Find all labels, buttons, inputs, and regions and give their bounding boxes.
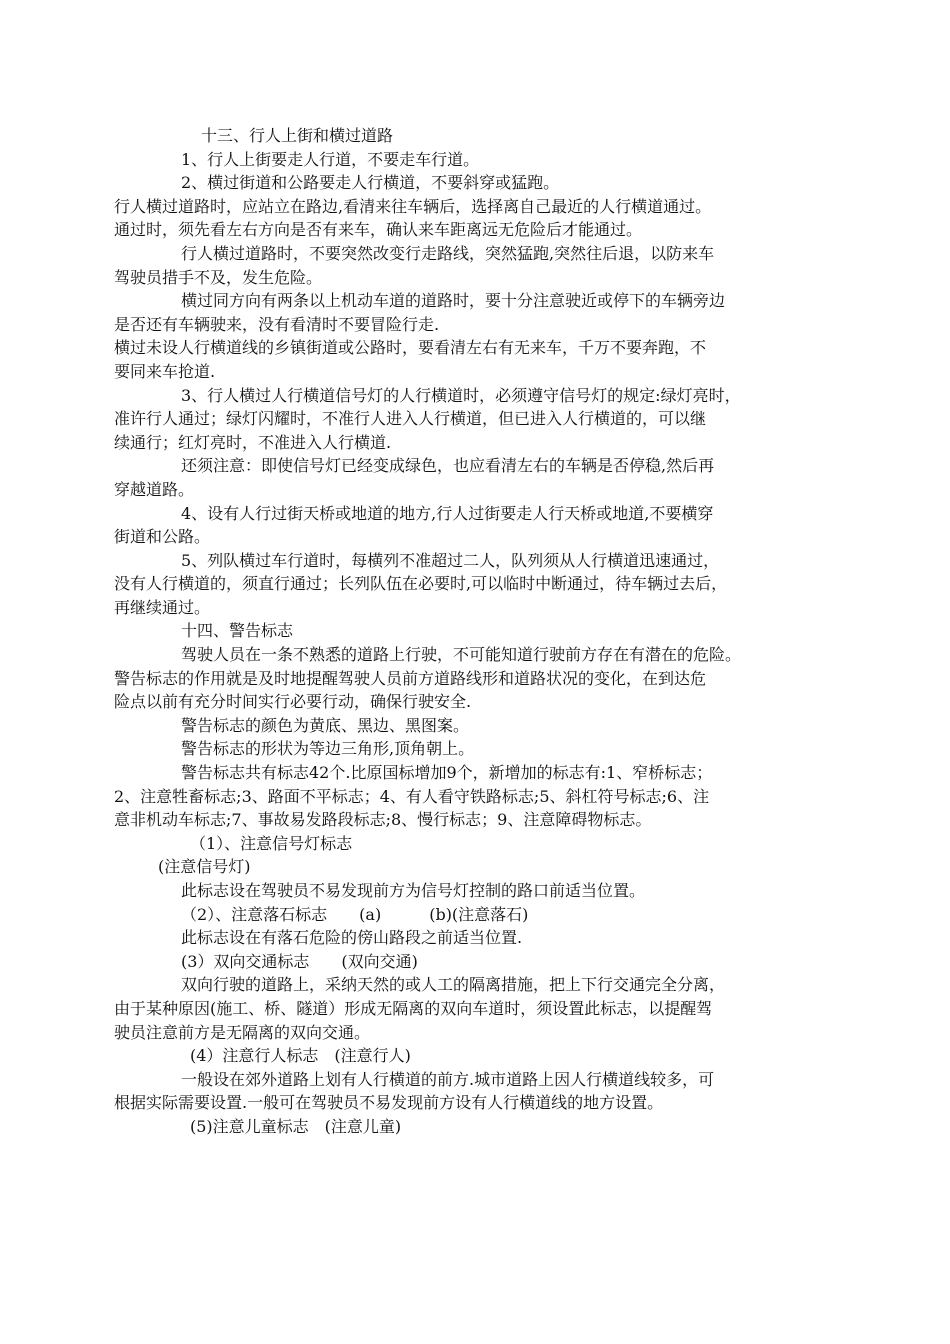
text-line: 警告标志的作用就是及时地提醒驾驶人员前方道路线形和道路状况的变化，在到达危 <box>114 668 707 688</box>
text-line: 意非机动车标志;7、事故易发路段标志;8、慢行标志；9、注意障碍物标志。 <box>114 810 652 830</box>
text-line: 再继续通过。 <box>114 597 211 617</box>
text-line: (注意信号灯) <box>158 857 251 877</box>
text-line: 是否还有车辆驶来，没有看清时不要冒险行走. <box>114 314 440 334</box>
text-line: 5、列队横过车行道时，每横列不准超过二人，队列须从人行横道迅速通过， <box>181 550 720 570</box>
text-line: 4、设有人行过街天桥或地道的地方,行人过街要走人行天桥或地道,不要横穿 <box>181 503 714 523</box>
text-line: 2、注意牲畜标志;3、路面不平标志；4、有人看守铁路标志;5、斜杠符号标志;6、注 <box>114 786 710 806</box>
text-line: 还须注意：即使信号灯已经变成绿色，也应看清左右的车辆是否停稳,然后再 <box>181 456 715 476</box>
text-line: 十三、行人上街和横过道路 <box>201 126 394 145</box>
text-line: 警告标志的颜色为黄底、黑边、黑图案。 <box>181 715 470 735</box>
text-line: 横过未设人行横道线的乡镇街道或公路时，要看清左右有无来车，千万不要奔跑，不 <box>114 338 707 358</box>
text-line: 通过时，须先看左右方向是否有来车，确认来车距离远无危险后才能通过。 <box>114 220 643 240</box>
text-line: 警告标志的形状为等边三角形,顶角朝上。 <box>181 739 475 759</box>
text-line: 十四、警告标志 <box>181 621 294 641</box>
text-line: 行人横过道路时，不要突然改变行走路线，突然猛跑,突然往后退，以防来车 <box>181 243 715 263</box>
text-line: 穿越道路。 <box>114 479 195 499</box>
text-line: 要同来车抢道. <box>114 361 216 381</box>
text-line: 没有人行横道的，须直行通过；长列队伍在必要时,可以临时中断通过，待车辆过去后， <box>114 574 728 594</box>
text-line: (3）双向交通标志 (双向交通) <box>181 951 418 971</box>
text-line: (5)注意儿童标志 (注意儿童) <box>190 1116 402 1136</box>
text-line: 1、行人上街要走人行道，不要走车行道。 <box>181 149 480 169</box>
text-line: 横过同方向有两条以上机动车道的道路时，要十分注意驶近或停下的车辆旁边 <box>181 291 726 311</box>
text-line: 根据实际需要设置.一般可在驾驶员不易发现前方设有人行横道线的地方设置。 <box>114 1093 664 1113</box>
text-line: （1）、注意信号灯标志 <box>190 833 353 853</box>
text-line: (4）注意行人标志 (注意行人) <box>190 1046 411 1066</box>
text-line: 准许行人通过；绿灯闪耀时，不准行人进入人行横道，但已进入人行横道的，可以继 <box>114 409 707 429</box>
document-body <box>114 124 844 1139</box>
text-line: 行人横过道路时，应站立在路边,看清来往车辆后，选择离自己最近的人行横道通过。 <box>114 196 712 216</box>
text-line: 驶员注意前方是无隔离的双向交通。 <box>114 1022 371 1042</box>
text-line: 2、横过街道和公路要走人行横道，不要斜穿或猛跑。 <box>181 173 560 193</box>
text-line: 双向行驶的道路上，采纳天然的或人工的隔离措施，把上下行交通完全分离， <box>181 975 726 995</box>
text-line: 由于某种原因(施工、桥、隧道）形成无隔离的双向车道时，须设置此标志，以提醒驾 <box>114 998 713 1018</box>
text-line: （2）、注意落石标志 (a) (b)(注意落石) <box>181 904 529 924</box>
text-line: 此标志设在有落石危险的傍山路段之前适当位置. <box>181 928 523 948</box>
text-line: 险点以前有充分时间实行必要行动，确保行驶安全. <box>114 692 472 712</box>
text-line: 此标志设在驾驶员不易发现前方为信号灯控制的路口前适当位置。 <box>181 881 646 900</box>
text-line: 3、行人横过人行横道信号灯的人行横道时，必须遵守信号灯的规定:绿灯亮时， <box>181 385 741 405</box>
text-line: 一般设在郊外道路上划有人行横道的前方.城市道路上因人行横道线较多，可 <box>181 1069 715 1089</box>
text-line: 街道和公路。 <box>114 527 211 547</box>
text-line: 驾驶员措手不及，发生危险。 <box>114 267 323 287</box>
text-line: 续通行；红灯亮时，不准进入人行横道. <box>114 432 392 452</box>
text-line: 驾驶人员在一条不熟悉的道路上行驶，不可能知道行驶前方存在有潜在的危险。 <box>181 645 742 665</box>
text-line: 警告标志共有标志42个.比原国标增加9个，新增加的标志有:1、窄桥标志； <box>181 763 713 783</box>
